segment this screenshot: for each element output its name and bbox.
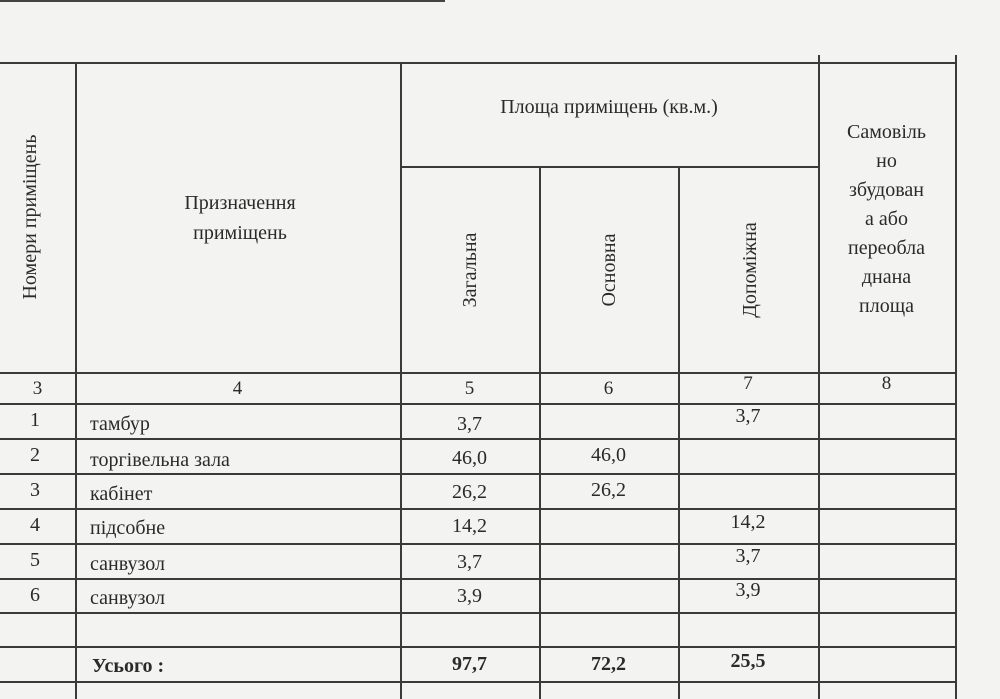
header-purpose: Призначення приміщень (184, 192, 296, 244)
row-aux: 3,9 (735, 579, 761, 601)
row-aux: 14,2 (730, 511, 766, 533)
row-line (0, 612, 955, 614)
row-number: 2 (30, 444, 40, 466)
header-room-numbers: Номери приміщень (19, 134, 41, 300)
summary-label: Усього : (92, 655, 165, 677)
row-total: 3,7 (457, 551, 482, 573)
header-unauthorized: Самовіль но збудован а або переобла днана площа (847, 121, 926, 317)
header-area-divider (400, 166, 818, 168)
row-name: торгівельна зала (90, 449, 230, 471)
row-aux: 3,7 (735, 405, 761, 427)
summary-aux: 25,5 (730, 650, 766, 672)
table-border-top (0, 62, 955, 64)
header-area: Площа приміщень (кв.м.) (500, 96, 718, 118)
row-name: кабінет (90, 483, 153, 505)
col-line (539, 166, 541, 699)
summary-total: 97,7 (452, 653, 487, 675)
column-number: 4 (232, 378, 243, 399)
column-number: 3 (32, 378, 43, 399)
row-line (0, 681, 955, 683)
header-total: Загальна (459, 232, 481, 308)
row-main: 26,2 (591, 479, 626, 501)
row-name: санвузол (90, 587, 165, 609)
summary-main: 72,2 (591, 653, 626, 675)
row-total: 14,2 (452, 515, 487, 537)
table-border-right (955, 55, 957, 699)
row-total: 46,0 (452, 447, 487, 469)
row-line (0, 473, 955, 475)
column-number: 6 (603, 378, 614, 399)
row-number: 3 (30, 479, 40, 501)
column-number: 5 (464, 378, 475, 399)
row-number: 4 (30, 514, 40, 536)
header-main: Основна (598, 233, 620, 307)
column-number: 8 (881, 373, 892, 394)
row-aux: 3,7 (735, 545, 761, 567)
column-number: 7 (743, 373, 753, 394)
row-number: 1 (30, 409, 40, 431)
row-name: підсобне (90, 517, 166, 539)
row-total: 26,2 (452, 481, 487, 503)
row-main: 46,0 (591, 444, 626, 466)
col-line (678, 166, 680, 699)
row-number: 6 (30, 584, 40, 606)
row-line (0, 646, 955, 648)
row-name: тамбур (90, 413, 150, 435)
row-total: 3,7 (457, 413, 482, 435)
row-line (0, 438, 955, 440)
row-total: 3,9 (457, 585, 482, 607)
header-auxiliary: Допоміжна (739, 222, 761, 318)
row-name: санвузол (90, 553, 165, 575)
row-number: 5 (30, 549, 40, 571)
